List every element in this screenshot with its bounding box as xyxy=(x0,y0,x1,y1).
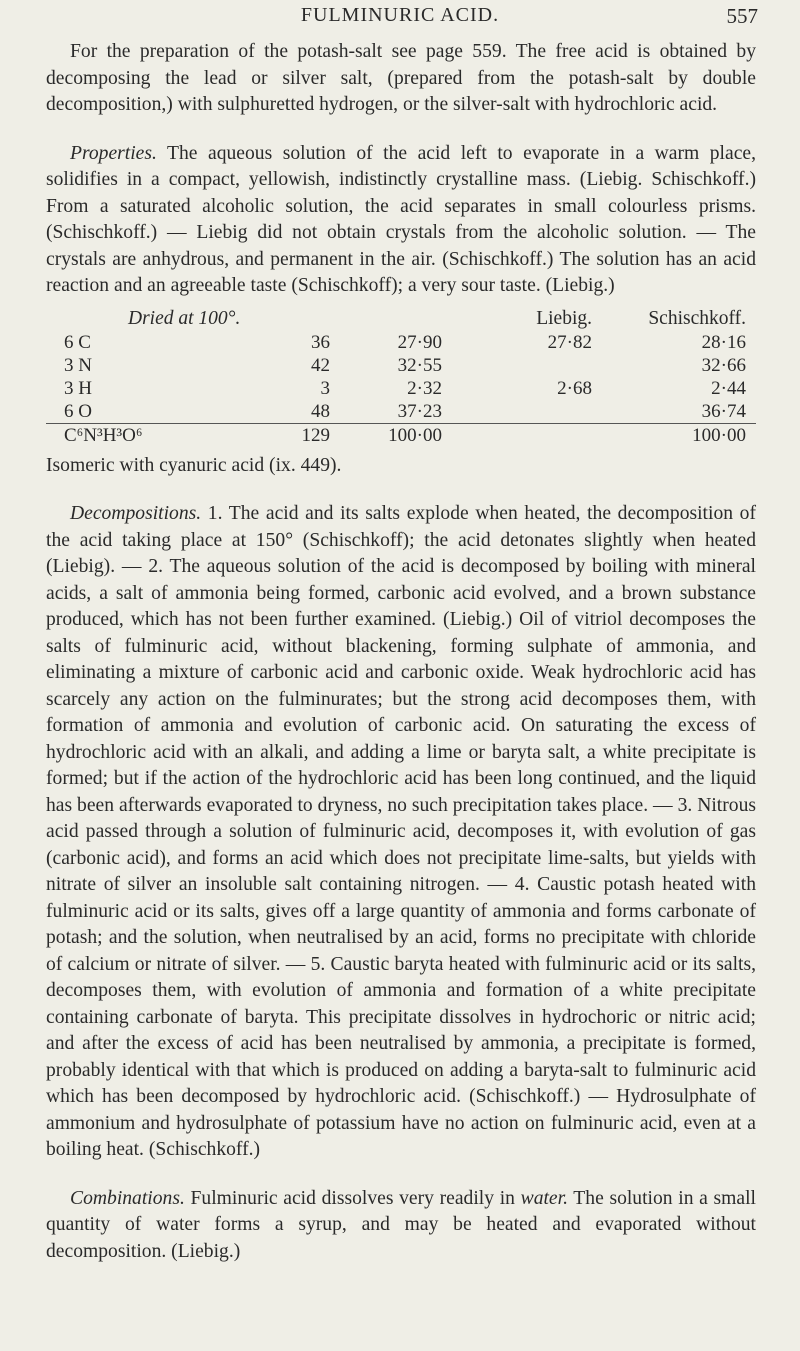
liebig-cell: 27·82 xyxy=(547,331,592,353)
decompositions-paragraph xyxy=(46,501,756,1164)
table-total-row xyxy=(46,423,756,447)
combinations-paragraph xyxy=(46,1186,756,1266)
table-row xyxy=(46,400,756,424)
atomic-cell: 36 xyxy=(311,331,330,353)
isomeric-note: Isomeric with cyanuric acid (ix. 449). xyxy=(46,454,342,476)
atomic-cell: 3 xyxy=(320,377,330,399)
properties-paragraph xyxy=(46,141,756,300)
liebig-cell xyxy=(442,400,592,424)
running-title: FULMINURIC ACID. xyxy=(300,4,500,26)
water-term: water. xyxy=(520,1187,568,1209)
page-body xyxy=(46,39,756,1265)
analysis-table xyxy=(46,306,756,447)
element-cell: 3 H xyxy=(64,377,92,399)
properties-text: The aqueous solution of the acid left to evaporate in a warm place, solidifies in a compact, yellowish, indistinctly crystalline mass. (Liebig. Schischkoff.) From a saturated alcoholic solution, the acid separates in small colourless prisms. (Schischkoff.) — Liebig did not obtain crystals from the alcoholic solution. — The crystals are anhydrous, and permanent in the air. (Schischkoff.) The solution has an acid reaction and an agreeable taste (Schischkoff); a very sour taste. (Liebig.) xyxy=(46,142,756,296)
preparation-paragraph: For the preparation of the potash-salt see page 559. The free acid is obtained by decomposing the lead or silver salt, (prepared from the potash-salt by double decomposition,) with sulphuretted hydrogen, or the silver-salt with hydrochloric acid. xyxy=(46,41,756,115)
schischkoff-cell: 2·44 xyxy=(711,377,746,399)
table-row xyxy=(46,377,756,400)
schischkoff-cell: 36·74 xyxy=(701,400,746,422)
element-cell: 6 C xyxy=(64,331,91,353)
percent-cell: 32·55 xyxy=(397,354,442,376)
liebig-cell: 2·68 xyxy=(557,377,592,399)
table-row xyxy=(46,331,756,354)
atomic-cell: 42 xyxy=(311,354,330,376)
col-liebig: Liebig. xyxy=(536,307,592,329)
formula-cell: C⁶N³H³O⁶ xyxy=(46,423,274,447)
percent-cell: 27·90 xyxy=(397,331,442,353)
atomic-cell: 48 xyxy=(311,400,330,422)
page-header xyxy=(0,4,800,34)
element-cell: 6 O xyxy=(64,400,92,422)
schischkoff-cell: 28·16 xyxy=(701,331,746,353)
decompositions-heading: Decompositions. xyxy=(70,503,202,524)
combinations-text-b: The solution in a small quantity of water forms a syrup, and may be heated and evaporated without decomposition. (Liebig.) xyxy=(46,1187,757,1262)
element-cell: 3 N xyxy=(64,354,92,376)
atomic-total-cell: 129 xyxy=(274,423,330,447)
percent-total-cell: 100·00 xyxy=(372,423,442,447)
decompositions-text: 1. The acid and its salts explode when heated, the decomposition of the acid taking place at 150° (Schischkoff); the acid detonates slightly when heated (Liebig). — 2. The aqueous solution of the acid is decomposed by boiling with mineral acids, a salt of ammonia being formed, carbonic acid evolved, and a brown substance produced, which has not been further examined. (Liebig.) Oil of vitriol decomposes the salts of fulminuric acid, without blackening, forming sulphate of ammonia, and eliminating a mixture of carbonic acid and carbonic oxide. Weak hydrochloric acid has scarcely any action on the fulminurates; but the strong acid decomposes them, with formation of ammonia and evolution of carbonic acid. On saturating the excess of hydrochloric acid with an alkali, and adding a lime or baryta salt, a white precipitate is formed; but if the action of the hydrochloric acid has been long continued, and the liquid has been afterwards evaporated to dryness, no such precipitation takes place. — 3. Nitrous acid passed through a solution of fulminuric acid, decomposes it, with evolution of gas (carbonic acid), and forms an acid which does not precipitate lime-salts, but yields with nitrate of silver an insoluble salt containing nitrogen. — 4. Caustic potash heated with fulminuric acid or its salts, gives off a large quantity of ammonia and forms carbonate of potash; and the solution, when neutralised by an acid, forms no precipitate with chloride of calcium or nitrate of silver. — 5. Caustic baryta heated with fulminuric acid or its salts, decomposes them, with evolution of ammonia and formation of a white precipitate containing carbonate of baryta. This precipitate dissolves in hydrochoric or nitric acid; and after the excess of acid has been neutralised by ammonia, a precipitate is formed, probably identical with that which is produced on adding a baryta-salt to fulminuric acid which has been decomposed by hydrochloric acid. (Schischkoff.) — Hydrosulphate of ammonium and hydrosulphate of potassium have no action on fulminuric acid, even at a boiling heat. (Schischkoff.) xyxy=(46,503,756,1160)
liebig-total-cell xyxy=(442,423,592,447)
percent-cell: 37·23 xyxy=(397,400,442,422)
page-number: 557 xyxy=(726,4,758,28)
percent-cell: 2·32 xyxy=(407,377,442,399)
table-row xyxy=(46,354,756,377)
liebig-cell xyxy=(442,354,592,377)
col-schischkoff: Schischkoff. xyxy=(648,307,746,329)
combinations-text-a: Fulminuric acid dissolves very readily in xyxy=(184,1187,521,1209)
schischkoff-total-cell: 100·00 xyxy=(592,423,756,447)
combinations-heading: Combinations. xyxy=(70,1187,185,1209)
table-condition-label: Dried at 100°. xyxy=(128,307,241,329)
schischkoff-cell: 32·66 xyxy=(701,354,746,376)
properties-heading: Properties. xyxy=(70,142,157,164)
analysis-table-header xyxy=(46,306,756,331)
